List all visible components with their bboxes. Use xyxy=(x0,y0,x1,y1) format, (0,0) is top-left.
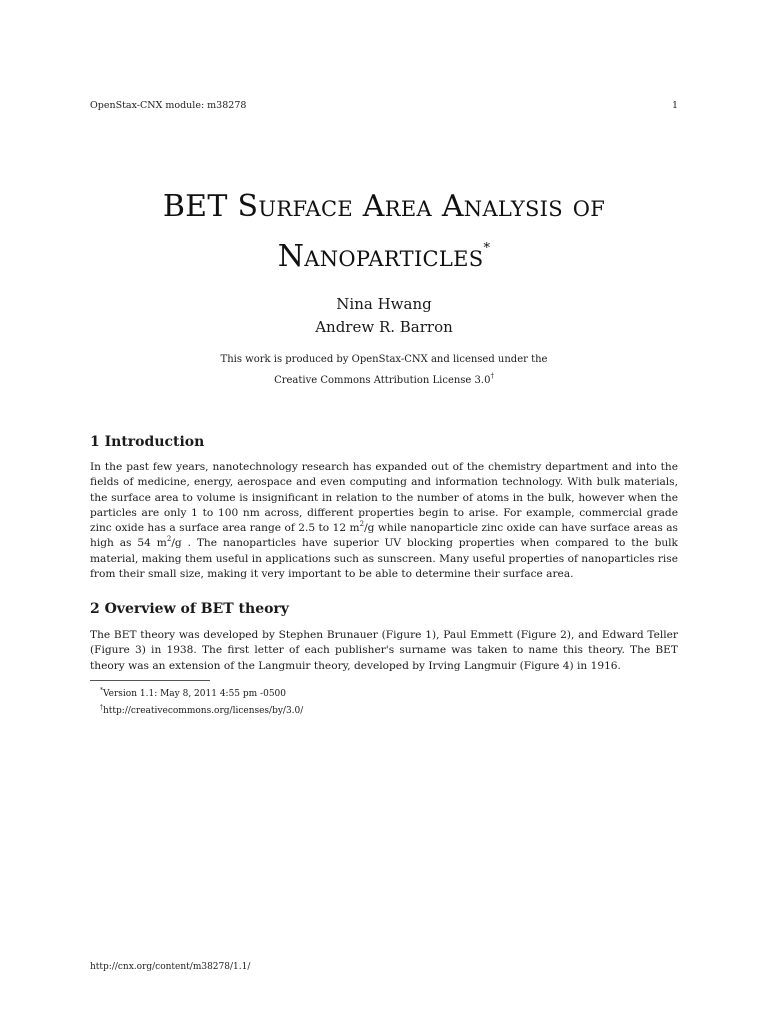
footnote-text: Version 1.1: May 8, 2011 4:55 pm -0500 xyxy=(103,689,286,699)
intro-text-2: /g while nanoparticle zinc oxide can have surface areas as high as 54 m xyxy=(90,522,678,550)
superscript-2: 2 xyxy=(359,520,365,529)
introduction-paragraph xyxy=(90,460,678,582)
author-name: Nina Hwang xyxy=(336,295,432,313)
intro-text-3: /g . The nanoparticles have superior UV blocking properties when compared to the bulk material, making them useful in applications such as sunscreen. Many useful properties of nanoparticles rise from their small size, making it very important to be able to determine their surface area. xyxy=(90,537,678,581)
author-list xyxy=(90,293,678,339)
license-footnote-marker: † xyxy=(490,372,494,380)
section-heading-bet-theory: 2 Overview of BET theory xyxy=(90,601,289,617)
page-number: 1 xyxy=(671,100,678,111)
footnote-link[interactable]: http://creativecommons.org/licenses/by/3.0/ xyxy=(103,706,304,716)
title-line-1: BET Surface Area Analysis of xyxy=(162,189,606,224)
license-statement xyxy=(90,352,678,389)
author-name: Andrew R. Barron xyxy=(315,318,453,336)
title-line-2: Nanoparticles xyxy=(277,239,484,274)
license-line-1: This work is produced by OpenStax-CNX and licensed under the xyxy=(220,354,548,365)
document-title xyxy=(90,186,678,278)
footer-url[interactable]: http://cnx.org/content/m38278/1.1/ xyxy=(90,962,251,972)
section-heading-introduction: 1 Introduction xyxy=(90,434,205,450)
footnotes xyxy=(100,684,660,718)
footnote-item xyxy=(100,684,660,701)
title-footnote-marker: * xyxy=(483,241,491,256)
module-id: OpenStax-CNX module: m38278 xyxy=(90,100,247,111)
footnote-item xyxy=(100,701,660,718)
footnote-marker: * xyxy=(100,687,103,694)
license-line-2: Creative Commons Attribution License 3.0 xyxy=(274,375,491,386)
intro-text-1: In the past few years, nanotechnology research has expanded out of the chemistry department and into the fields of medicine, energy, aerospace and even computing and information technology. With bulk materials, the surface area to volume is insignificant in relation to the number of atoms in the bulk, however when the particles are only 1 to 100 nm across, different properties begin to arise. For example, commercial grade zinc oxide has a surface area range of 2.5 to 12 m xyxy=(90,461,678,535)
bet-theory-paragraph: The BET theory was developed by Stephen Brunauer (Figure 1), Paul Emmett (Figure 2), and Edward Teller (Figure 3) in 1938. The first letter of each publisher's surname was taken to name this theory. The BET theory was an extension of the Langmuir theory, developed by Irving Langmuir (Figure 4) in 1916. xyxy=(90,629,678,672)
superscript-2: 2 xyxy=(166,535,172,544)
footnote-marker: † xyxy=(100,704,103,711)
footnote-divider xyxy=(90,680,210,681)
